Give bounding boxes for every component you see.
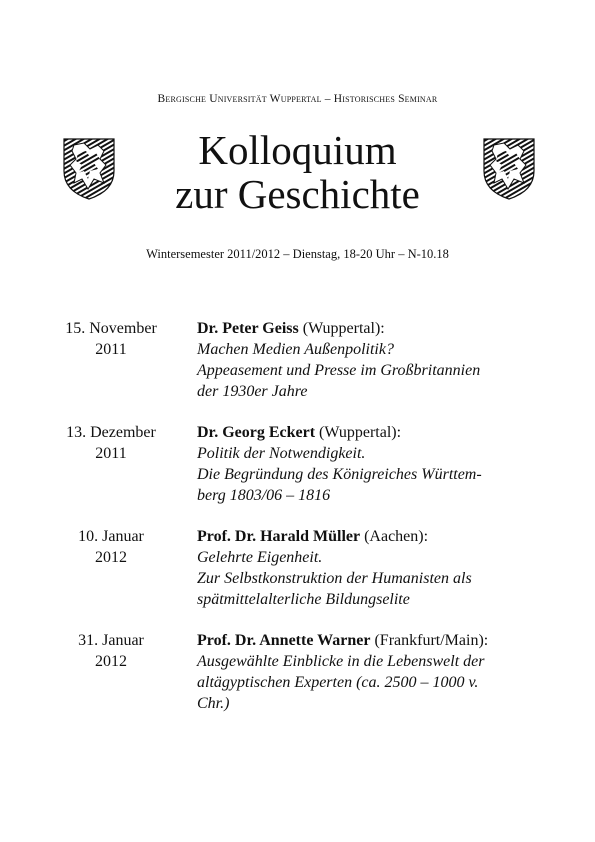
event-content [197, 630, 547, 714]
event-speaker-line [197, 318, 547, 339]
event-date-year: 2011 [95, 445, 127, 462]
event-date-year: 2011 [95, 341, 127, 358]
talk-title-line: Zur Selbstkonstruktion der Humanisten als [197, 570, 472, 587]
talk-title-line: Gelehrte Eigenheit. [197, 549, 323, 566]
talk-title-line: spätmittelalterliche Bildungselite [197, 591, 410, 608]
speaker-affiliation: (Wuppertal): [298, 320, 385, 337]
talk-title [197, 339, 547, 402]
speaker-name: Dr. Georg Eckert [197, 424, 316, 441]
title-line-1: Kolloquium [198, 127, 397, 173]
event-content [197, 422, 547, 506]
talk-title-line: Machen Medien Außenpolitik? [197, 341, 394, 358]
event-date-day: 10. Januar [78, 528, 144, 545]
event-date-day: 15. November [65, 320, 157, 337]
title-line-2: zur Geschichte [175, 171, 420, 217]
talk-title-line: Politik der Notwendigkeit. [197, 445, 366, 462]
event-item [55, 422, 545, 526]
event-content [197, 526, 547, 610]
page-title [0, 128, 595, 216]
talk-title-line: der 1930er Jahre [197, 383, 308, 400]
talk-title [197, 651, 547, 714]
event-date-year: 2012 [95, 549, 127, 566]
event-item [55, 630, 545, 734]
event-speaker-line [197, 526, 547, 547]
speaker-affiliation: (Wuppertal): [315, 424, 402, 441]
event-date [55, 526, 167, 568]
speaker-name: Prof. Dr. Harald Müller [197, 528, 361, 545]
event-date-day: 13. Dezember [66, 424, 156, 441]
event-date-year: 2012 [95, 653, 127, 670]
talk-title-line: Chr.) [197, 695, 230, 712]
talk-title-line: Ausgewählte Einblicke in die Lebenswelt der [197, 653, 485, 670]
event-date [55, 318, 167, 360]
speaker-name: Prof. Dr. Annette Warner [197, 632, 371, 649]
talk-title [197, 443, 547, 506]
event-date-day: 31. Januar [78, 632, 144, 649]
event-speaker-line [197, 422, 547, 443]
event-speaker-line [197, 630, 547, 651]
talk-title-line: berg 1803/06 – 1816 [197, 487, 331, 504]
speaker-name: Dr. Peter Geiss [197, 320, 299, 337]
talk-title [197, 547, 547, 610]
talk-title-line: altägyptischen Experten (ca. 2500 – 1000 v. [197, 674, 479, 691]
semester-info: Wintersemester 2011/2012 – Dienstag, 18-20 Uhr – N-10.18 [146, 247, 449, 261]
event-item [55, 318, 545, 422]
speaker-affiliation: (Frankfurt/Main): [370, 632, 489, 649]
talk-title-line: Die Begründung des Königreiches Württem- [197, 466, 482, 483]
speaker-affiliation: (Aachen): [360, 528, 429, 545]
event-date [55, 630, 167, 672]
event-list [55, 318, 545, 734]
event-item [55, 526, 545, 630]
event-content [197, 318, 547, 402]
talk-title-line: Appeasement und Presse im Großbritannien [197, 362, 481, 379]
event-date [55, 422, 167, 464]
institution-header: Bergische Universität Wuppertal – Historisches Seminar [157, 93, 438, 105]
